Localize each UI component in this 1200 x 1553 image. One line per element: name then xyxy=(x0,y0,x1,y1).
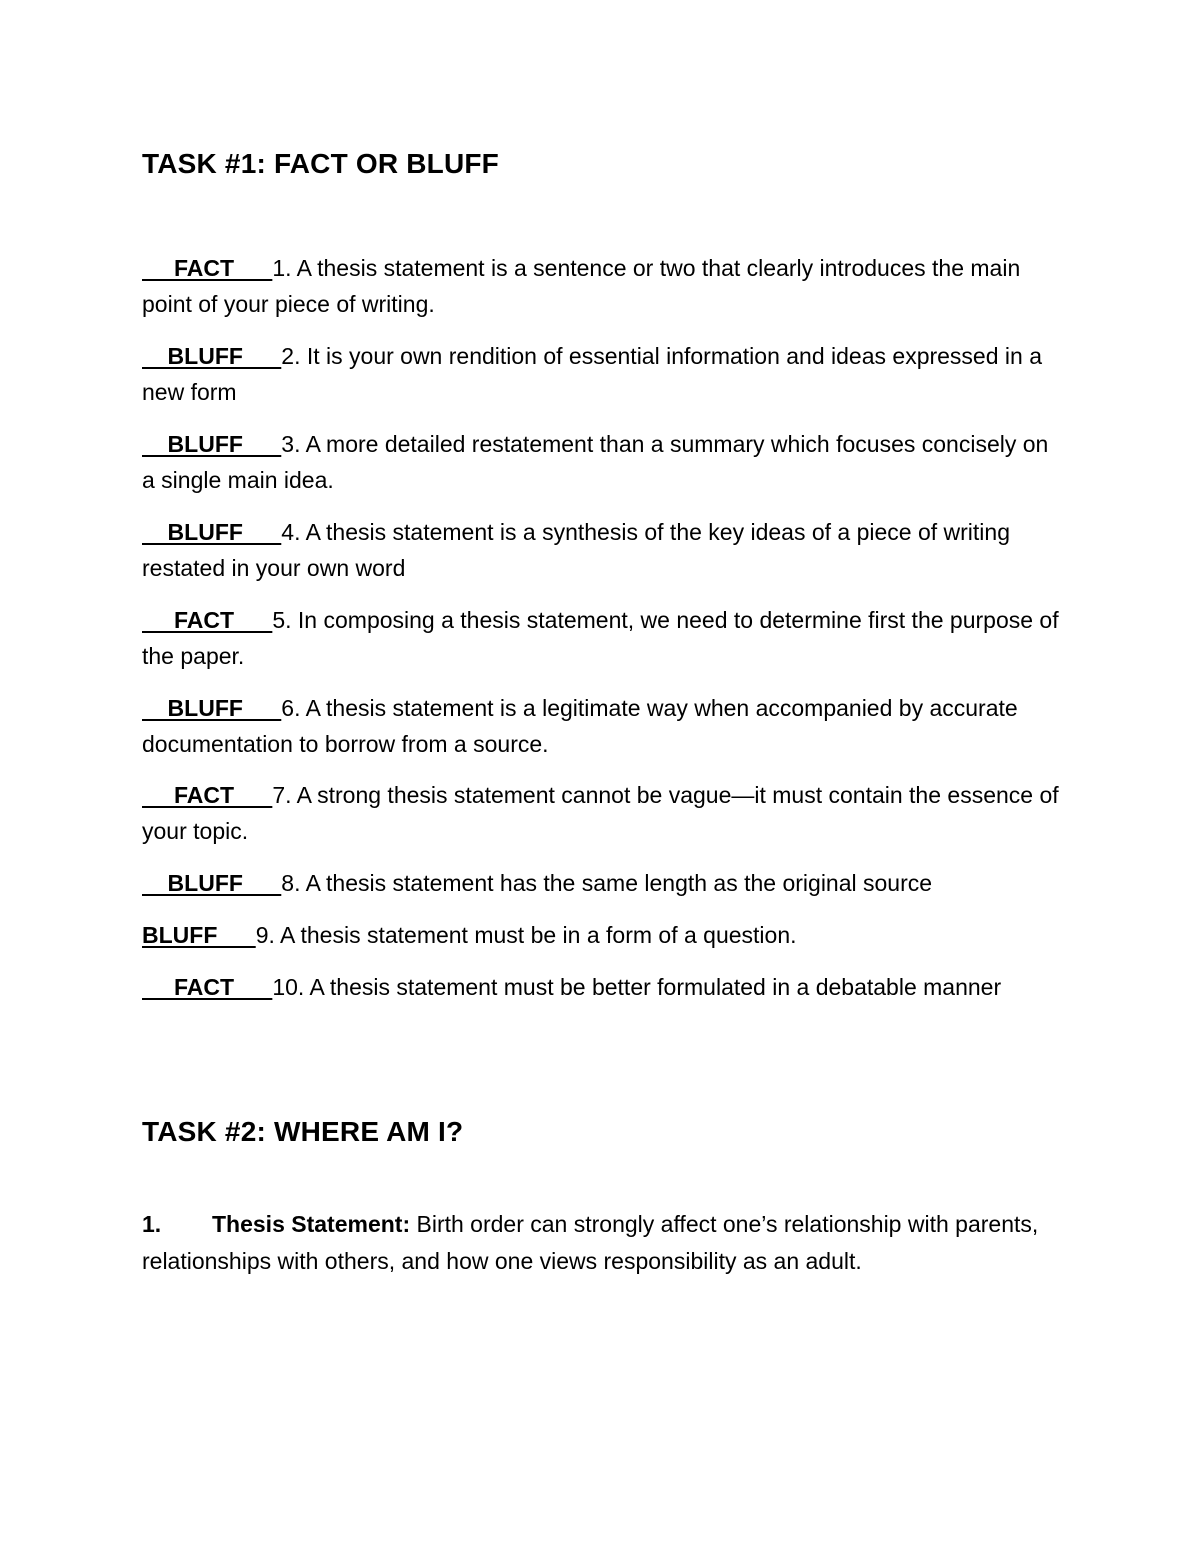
question-text: 10. A thesis statement must be better formulated in a debatable manner xyxy=(272,974,1002,1000)
question-text: 6. A thesis statement is a legitimate way when accompanied by accurate documentation to borrow from a source. xyxy=(142,695,1018,757)
answer-blank: FACT xyxy=(142,974,273,1000)
question-text: 3. A more detailed restatement than a summary which focuses concisely on a single main idea. xyxy=(142,431,1049,493)
task1-item-10 xyxy=(142,969,1062,1005)
task1-item-2 xyxy=(142,338,1062,410)
task2-heading: TASK #2: WHERE AM I? xyxy=(142,1116,464,1147)
question-text: 4. A thesis statement is a synthesis of the key ideas of a piece of writing restated in your own word xyxy=(142,519,1011,581)
question-text: 5. In composing a thesis statement, we need to determine first the purpose of the paper. xyxy=(142,607,1059,669)
task1-item-6 xyxy=(142,690,1062,762)
question-text: 9. A thesis statement must be in a form of a question. xyxy=(255,922,797,948)
task1-heading: TASK #1: FACT OR BLUFF xyxy=(142,148,499,179)
answer-blank: BLUFF xyxy=(142,870,282,896)
answer-blank: BLUFF xyxy=(142,922,256,948)
answer-blank: BLUFF xyxy=(142,695,282,721)
task1-item-9 xyxy=(142,917,1062,953)
answer-blank: FACT xyxy=(142,782,273,808)
task1-item-5 xyxy=(142,602,1062,674)
task1-item-1 xyxy=(142,250,1062,322)
task1-item-7 xyxy=(142,777,1062,849)
item-label: Thesis Statement: xyxy=(212,1211,411,1237)
question-text: 2. It is your own rendition of essential information and ideas expressed in a new form xyxy=(142,343,1042,405)
task1-item-4 xyxy=(142,514,1062,586)
answer-blank: BLUFF xyxy=(142,519,282,545)
task2-item-1 xyxy=(142,1206,1062,1280)
answer-blank: FACT xyxy=(142,255,273,281)
item-text: Birth order can strongly affect one’s relationship with parents, relationships with others, and how one views responsibility as an adult. xyxy=(142,1211,1039,1274)
item-number: 1. xyxy=(142,1211,162,1237)
answer-blank: BLUFF xyxy=(142,343,282,369)
question-text: 8. A thesis statement has the same length as the original source xyxy=(281,870,933,896)
task1-item-3 xyxy=(142,426,1062,498)
answer-blank: BLUFF xyxy=(142,431,282,457)
answer-blank: FACT xyxy=(142,607,273,633)
task1-item-8 xyxy=(142,865,1062,901)
question-text: 1. A thesis statement is a sentence or two that clearly introduces the main point of your piece of writing. xyxy=(142,255,1021,317)
question-text: 7. A strong thesis statement cannot be vague—it must contain the essence of your topic. xyxy=(142,782,1059,844)
